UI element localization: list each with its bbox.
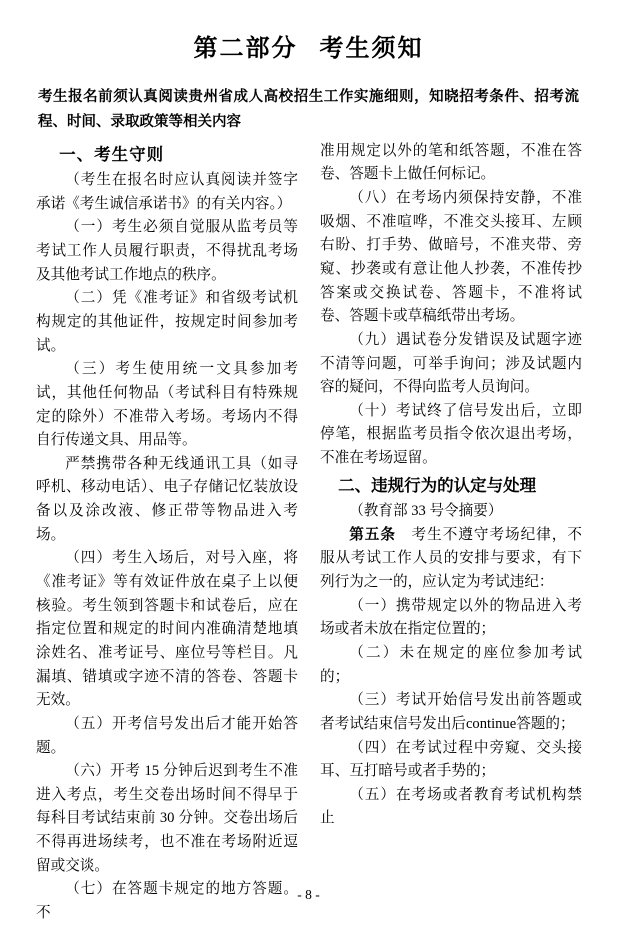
paragraph: （十）考试终了信号发出后，立即停笔，根据监考员指令依次退出考场，不准在考场逗留。 xyxy=(320,402,582,467)
article-text: 考生不遵守考场纪律，不服从考试工作人员的安排与要求，有下列行为之一的，应认定为考试违纪： xyxy=(320,526,582,591)
article-label: 第五条 xyxy=(349,526,396,543)
paragraph: （三）考试开始信号发出前答题或者考试结束信号发出后continue答题的； xyxy=(320,692,582,732)
section-note: （教育部 33 号令摘要） xyxy=(349,503,503,520)
paragraph: （考生在报名时应认真阅读并签字承诺《考生诚信承诺书》的有关内容。） xyxy=(36,172,298,212)
paragraph: （一）考生必须自觉服从监考员等考试工作人员履行职责，不得扰乱考场及其他考试工作地点的秩序。 xyxy=(36,219,298,283)
paragraph: 准用规定以外的笔和纸答题，不准在答卷、答题卡上做任何标记。 xyxy=(320,142,582,183)
page-number: - 8 - xyxy=(297,887,320,902)
paragraph: 严禁携带各种无线通讯工具（如寻呼机、移动电话）、电子存储记忆装放设备以及涂改液、修正带等物品进入考场。 xyxy=(36,455,298,543)
paragraph: （七）在答题卡规定的地方答题。不 xyxy=(36,881,298,921)
left-section-heading: 一、考生守则 xyxy=(59,144,165,164)
paragraph: （三）考生使用统一文具参加考试，其他任何物品（考试科目有特殊规定的除外）不准带入考场。考场内不得自行传递文具、用品等。 xyxy=(36,361,298,449)
page-title xyxy=(36,28,581,63)
left-column xyxy=(36,140,298,926)
paragraph: （一）携带规定以外的物品进入考场或者未放在指定位置的； xyxy=(320,597,582,638)
paragraph: （五）开考信号发出后才能开始答题。 xyxy=(36,715,298,756)
right-column xyxy=(320,140,582,926)
paragraph: （六）开考 15 分钟后迟到考生不准进入考点，考生交卷出场时间不得早于每科目考试结束前 30 分钟。交卷出场后不得再进场续考，也不准在考场附近逗留或交谈。 xyxy=(36,763,298,874)
page-title-part: 第二部分 xyxy=(193,36,298,62)
paragraph: （二）凭《准考证》和省级考试机构规定的其他证件，按规定时间参加考试。 xyxy=(36,290,298,354)
paragraph: （四）在考试过程中旁窥、交头接耳、互打暗号或者手势的； xyxy=(320,739,582,780)
right-section-heading: 二、违规行为的认定与处理 xyxy=(338,475,537,495)
paragraph: （八）在考场内须保持安静，不准吸烟、不准喧哗，不准交头接耳、左顾右盼、打手势、做暗号，不准夹带、旁窥、抄袭或有意让他人抄袭，不准传抄答案或交换试卷、答题卡，不准将试卷、答题卡或草稿纸带出考场。 xyxy=(320,190,582,325)
paragraph: （二）未在规定的座位参加考试的； xyxy=(320,644,582,685)
paragraph: （四）考生入场后，对号入座，将《准考证》等有效证件放在桌子上以便核验。考生领到答题卡和试卷后，应在指定位置和规定的时间内准确清楚地填涂姓名、准考证号、座位号等栏目。凡漏填、错填或字迹不清的答卷、答题卡无效。 xyxy=(36,550,298,709)
paragraph: （五）在考场或者教育考试机构禁止 xyxy=(320,786,582,827)
page-title-main: 考生须知 xyxy=(319,36,424,62)
lead-paragraph: 考生报名前须认真阅读贵州省成人高校招生工作实施细则，知晓招考条件、招考流程、时间、录取政策等相关内容 xyxy=(38,89,579,131)
two-column-body xyxy=(36,140,581,926)
document-page xyxy=(0,28,617,921)
paragraph: （九）遇试卷分发错误及试题字迹不清等问题，可举手询问；涉及试题内容的疑问，不得向监考人员询问。 xyxy=(320,331,582,396)
article-paragraph xyxy=(320,524,582,595)
